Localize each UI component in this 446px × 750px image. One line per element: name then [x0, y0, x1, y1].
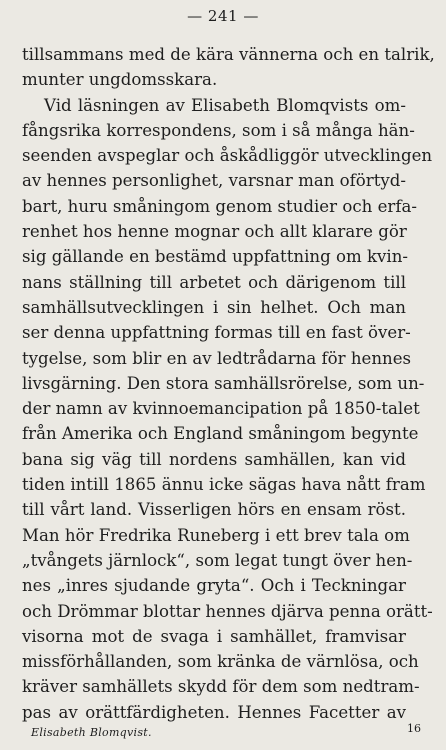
- text-line: tillsammans med de kära vännerna och en talrik,: [22, 45, 435, 64]
- text-line: renhet hos henne mognar och allt klarare gör: [22, 222, 407, 242]
- text-line: „tvångets järnlock“, som legat tungt över hen-: [22, 550, 413, 570]
- text-line: munter ungdomsskara.: [22, 70, 218, 90]
- text-line: Man hör Fredrika Runeberg i ett brev tala om: [22, 525, 410, 545]
- text-line: Vid läsningen av Elisabeth Blomqvists om-: [44, 95, 406, 115]
- text-line: pas av orättfärdigheten. Hennes Facetter av: [22, 702, 406, 722]
- text-line: seenden avspeglar och åskådliggör utvecklingen: [22, 146, 433, 166]
- signature-mark: 16: [407, 722, 421, 735]
- text-line: livsgärning. Den stora samhällsrörelse, som un-: [22, 373, 425, 393]
- text-line: nans ställning till arbetet och därigenom till: [22, 272, 406, 292]
- body-text: [22, 42, 435, 725]
- text-line: bana sig väg till nordens samhällen, kan vid: [22, 449, 406, 469]
- text-line: der namn av kvinnoemancipation på 1850-talet: [22, 399, 420, 419]
- text-line: sig gällande en bestämd uppfattning om kvin-: [22, 247, 408, 267]
- text-line: ser denna uppfattning formas till en fast över-: [22, 323, 411, 343]
- text-line: nes „inres sjudande gryta“. Och i Teckningar: [22, 576, 406, 596]
- text-line: bart, huru småningom genom studier och erfa-: [22, 196, 417, 216]
- text-line: av hennes personlighet, varsnar man oförtyd-: [22, 171, 406, 191]
- text-line: till vårt land. Visserligen hörs en ensam röst.: [22, 500, 406, 520]
- text-line: tiden intill 1865 ännu icke sägas hava nått fram: [22, 475, 426, 495]
- text-line: fångsrika korrespondens, som i så många hän-: [22, 120, 415, 140]
- page-number: — 241 —: [187, 7, 259, 25]
- text-line: samhällsutvecklingen i sin helhet. Och man: [22, 297, 406, 317]
- text-line: visorna mot de svaga i samhället, framvisar: [22, 626, 406, 646]
- text-line: tygelse, som blir en av ledtrådarna för hennes: [22, 348, 412, 368]
- text-line: kräver samhällets skydd för dem som nedtram-: [22, 677, 420, 697]
- text-line: missförhållanden, som kränka de värnlösa, och: [22, 652, 419, 672]
- footer-author: Elisabeth Blomqvist.: [31, 726, 152, 739]
- text-line: och Drömmar blottar hennes djärva penna orätt-: [22, 601, 433, 621]
- text-line: från Amerika och England småningom begynte: [22, 424, 419, 444]
